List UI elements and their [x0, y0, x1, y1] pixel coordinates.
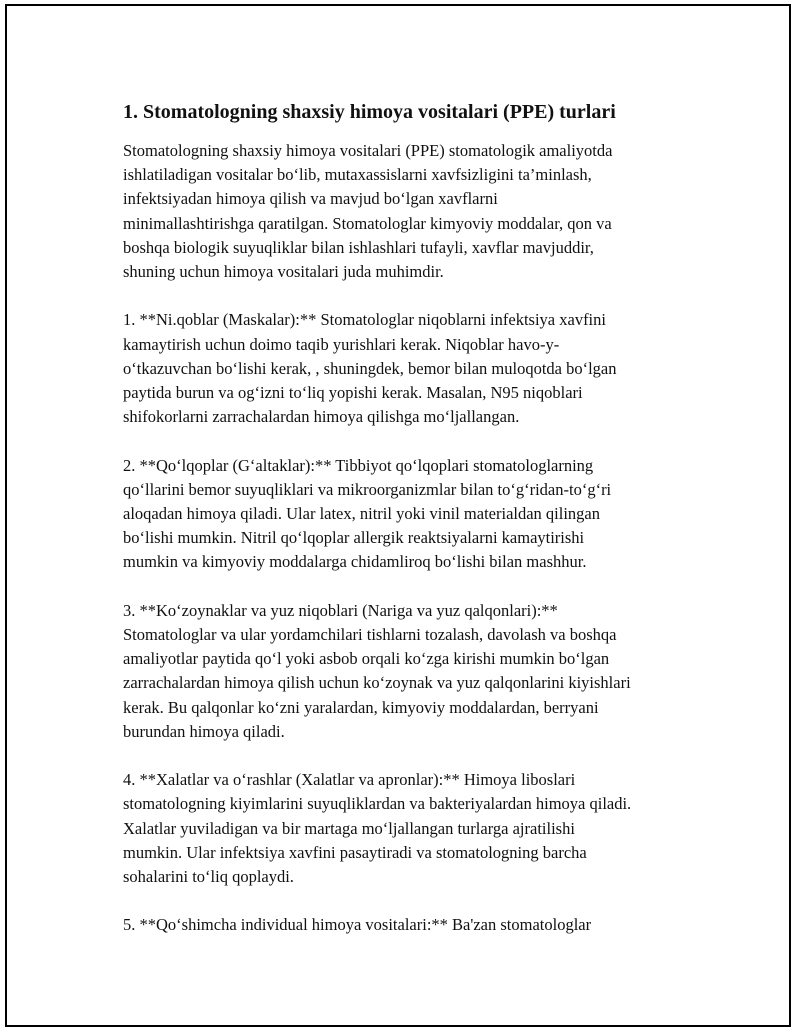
- section-heading: 1. Stomatologning shaxsiy himoya vositalari (PPE) turlari: [123, 101, 616, 123]
- text-line: paytida burun va og‘izni to‘liq yopishi kerak. Masalan, N95 niqoblari: [123, 383, 583, 403]
- text-line: infektsiyadan himoya qilish va mavjud bo‘lgan xavflarni: [123, 189, 498, 209]
- additional-ppe-paragraph: [123, 913, 698, 937]
- text-line: zarrachalardan himoya qilish uchun ko‘zoynak va yuz qalqonlarini kiyishlari: [123, 673, 631, 693]
- text-line: Stomatologning shaxsiy himoya vositalari (PPE) stomatologik amaliyotda: [123, 141, 613, 160]
- text-line: 5. **Qo‘shimcha individual himoya vositalari:** Ba'zan stomatologlar: [123, 915, 592, 935]
- text-line: 4. **Xalatlar va o‘rashlar (Xalatlar va apronlar):** Himoya liboslari: [123, 770, 576, 790]
- text-line: o‘tkazuvchan bo‘lishi kerak, , shuningdek, bemor bilan muloqotda bo‘lgan: [123, 358, 617, 378]
- text-line: burundan himoya qiladi.: [123, 721, 285, 741]
- text-line: minimallashtirishga qaratilgan. Stomatologlar kimyoviy moddalar, qon va: [123, 213, 612, 233]
- gloves-paragraph: [123, 454, 698, 575]
- text-line: kamaytirish uchun doimo taqib yurishlari kerak. Niqoblar havo-y-: [123, 334, 560, 354]
- text-line: mumkin. Ular infektsiya xavfini pasaytiradi va stomatologning barcha: [123, 842, 587, 862]
- text-line: sohalarini to‘liq qoplaydi.: [123, 867, 294, 887]
- document-body: [123, 99, 698, 962]
- text-line: aloqadan himoya qiladi. Ular latex, nitril yoki vinil materialdan qilingan: [123, 504, 601, 524]
- text-line: qo‘llarini bemor suyuqliklari va mikroorganizmlar bilan to‘g‘ridan-to‘g‘ri: [123, 479, 612, 499]
- text-line: 1. **Ni.qoblar (Maskalar):** Stomatologlar niqoblarni infektsiya xavfini: [123, 310, 606, 330]
- text-line: Stomatologlar va ular yordamchilari tishlarni tozalash, davolash va boshqa: [123, 625, 617, 645]
- text-line: amaliyotlar paytida qo‘l yoki asbob orqali ko‘zga kirishi mumkin bo‘lgan: [123, 649, 610, 669]
- text-line: 3. **Ko‘zoynaklar va yuz niqoblari (Nariga va yuz qalqonlari):**: [123, 600, 558, 620]
- text-line: kerak. Bu qalqonlar ko‘zni yaralardan, kimyoviy moddalardan, berryani: [123, 697, 599, 717]
- text-line: shifokorlarni zarrachalardan himoya qilishga mo‘ljallangan.: [123, 407, 520, 427]
- text-line: mumkin va kimyoviy moddalarga chidamliroq bo‘lishi bilan mashhur.: [123, 552, 587, 572]
- text-line: shuning uchun himoya vositalari juda muhimdir.: [123, 262, 444, 282]
- text-line: boshqa biologik suyuqliklar bilan ishlashlari tufayli, xavflar mavjuddir,: [123, 237, 594, 257]
- eyewear-paragraph: [123, 599, 698, 744]
- text-line: stomatologning kiyimlarini suyuqliklardan va bakteriyalardan himoya qiladi.: [123, 794, 632, 814]
- gowns-paragraph: [123, 768, 698, 889]
- intro-paragraph: [123, 139, 698, 284]
- document-page: [5, 4, 791, 1027]
- text-line: 2. **Qo‘lqoplar (G‘altaklar):** Tibbiyot qo‘lqoplari stomatologlarning: [123, 455, 594, 475]
- text-line: bo‘lishi mumkin. Nitril qo‘lqoplar allergik reaktsiyalarni kamaytirishi: [123, 528, 585, 548]
- masks-paragraph: [123, 308, 698, 429]
- text-line: Xalatlar yuviladigan va bir martaga mo‘ljallangan turlarga ajratilishi: [123, 818, 575, 838]
- text-line: ishlatiladigan vositalar bo‘lib, mutaxassislarni xavfsizligini ta’minlash,: [123, 165, 592, 185]
